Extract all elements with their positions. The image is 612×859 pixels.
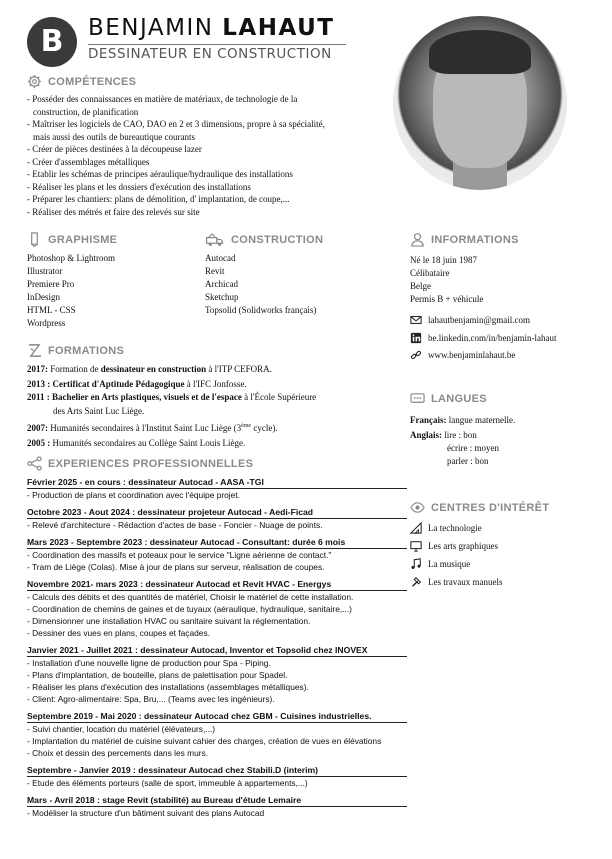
job-detail: - Calculs des débits et des quantités de matériel, Choisir le matériel de cette installation. <box>27 592 354 602</box>
list-item: Revit <box>205 266 225 276</box>
list-item: HTML - CSS <box>27 305 76 315</box>
construction-title <box>205 232 323 247</box>
formation-item: 2007: Humanités secondaires à l'Institut Saint Luc Liège (3ème cycle). <box>27 423 278 433</box>
formation-item: 2005 : Humanités secondaires au Collège Saint Louis Liège. <box>27 438 246 448</box>
job-detail: - Relevé d'architecture - Rédaction d'actes de base - Foncier - Nuage de points. <box>27 520 323 530</box>
formation-item: des Arts Saint Luc Liège. <box>53 406 145 416</box>
job-heading: Mars - Avril 2018 : stage Revit (stabilité) au Bureau d'étude Lemaire <box>27 795 302 805</box>
informations-label: INFORMATIONS <box>431 233 519 246</box>
interets-label: CENTRES D'INTÉRÊT <box>431 501 550 514</box>
graphisme-title <box>27 232 117 247</box>
job-detail: - Tram de Liège (Colas). Mise à jour de plans sur serveur, réalisation de coupes. <box>27 562 325 572</box>
speech-bubble-icon <box>410 391 425 406</box>
job-entry <box>27 578 407 639</box>
job-detail: - Choix et dessin des percements dans les murs. <box>27 748 209 758</box>
interets-title <box>410 500 549 515</box>
truck-icon <box>205 232 225 247</box>
language-anglais: Anglais: lire : bon <box>410 430 477 440</box>
language-level: parler : bon <box>447 456 489 466</box>
job-heading: Novembre 2021- mars 2023 : dessinateur Autocad et Revit HVAC - Energys <box>27 579 332 589</box>
job-detail: - Réaliser les plans d'exécution des installations (assemblages métalliques). <box>27 682 309 692</box>
list-item: - Réaliser les plans et les dossiers d'exécution des installations <box>27 181 251 192</box>
job-detail: - Etude des éléments porteurs (salle de sport, immeuble à appartements,...) <box>27 778 308 788</box>
logo <box>27 17 77 67</box>
job-entry <box>27 644 407 705</box>
interest-item: La technologie <box>410 519 502 537</box>
info-item: Célibataire <box>410 268 450 278</box>
monitor-icon <box>410 540 422 552</box>
formation-item: 2011 : Bachelier en Arts plastiques, visuels et de l'espace à l'École Supérieure <box>27 392 317 402</box>
job-entry <box>27 536 407 573</box>
langues-list <box>410 412 515 468</box>
job-heading: Février 2025 - en cours : dessinateur Autocad - AASA -TGI <box>27 477 264 487</box>
formations-title <box>27 343 124 358</box>
profile-photo <box>393 16 567 190</box>
competences-label: COMPÉTENCES <box>48 75 137 88</box>
competences-list <box>27 93 325 218</box>
hammer-icon <box>410 576 422 588</box>
job-entry <box>27 710 407 759</box>
interest-item: La musique <box>410 555 502 573</box>
experiences-list <box>27 476 407 819</box>
logo-letter: B <box>40 24 64 59</box>
info-item: Né le 18 juin 1987 <box>410 255 477 265</box>
informations-title <box>410 232 519 247</box>
info-item: Belge <box>410 281 431 291</box>
email-link[interactable] <box>410 314 530 326</box>
interest-item: Les arts graphiques <box>410 537 502 555</box>
music-note-icon <box>410 558 422 570</box>
linkedin-icon <box>410 332 422 344</box>
diploma-icon <box>27 343 42 358</box>
interets-list <box>410 519 502 591</box>
job-detail: - Coordination des massifs et poteaux pour le service "Ligne aérienne de contact." <box>27 550 332 560</box>
job-detail: - Implantation du matériel de cuisine suivant cahier des charges, création de vues en élévations <box>27 736 382 746</box>
job-entry <box>27 506 407 531</box>
info-item: Permis B + véhicule <box>410 294 484 304</box>
job-heading: Septembre - Janvier 2019 : dessinateur Autocad chez Stabili.D (interim) <box>27 765 318 775</box>
informations-list <box>410 254 483 306</box>
job-detail: - Modéliser la structure d'un bâtiment suivant des plans Autocad <box>27 808 265 818</box>
last-name: LAHAUT <box>222 15 335 41</box>
formation-item: 2017: Formation de dessinateur en construction à l'ITP CEFORA. <box>27 364 272 374</box>
list-item: Illustrator <box>27 266 63 276</box>
list-item: Photoshop & Lightroom <box>27 253 116 263</box>
job-heading: Septembre 2019 - Mai 2020 : dessinateur Autocad chez GBM - Cuisines industrielles. <box>27 711 372 721</box>
eye-icon <box>410 500 425 515</box>
job-heading: Octobre 2023 - Aout 2024 : dessinateur projeteur Autocad - Aedi-Ficad <box>27 507 314 517</box>
job-detail: - Production de plans et coordination avec l'équipe projet. <box>27 490 240 500</box>
gear-icon <box>27 74 42 89</box>
person-name <box>88 15 334 41</box>
link-icon <box>410 349 422 361</box>
language-francais: Français: langue maternelle. <box>410 415 516 425</box>
formation-item: 2013 : Certificat d'Aptitude Pédagogique à l'IFC Jonfosse. <box>27 378 247 389</box>
list-item: InDesign <box>27 292 60 302</box>
list-item: - Créer d'assemblages métalliques <box>27 156 150 167</box>
experiences-title <box>27 456 253 471</box>
job-detail: - Installation d'une nouvelle ligne de production pour Spa - Piping. <box>27 658 271 668</box>
pencil-icon <box>27 232 42 247</box>
list-item: Premiere Pro <box>27 279 75 289</box>
langues-title <box>410 391 487 406</box>
website-text: www.benjaminlahaut.be <box>428 350 516 360</box>
share-icon <box>27 456 42 471</box>
job-detail: - Dessiner des vues en plans, coupes et façades. <box>27 628 210 638</box>
graphisme-label: GRAPHISME <box>48 233 118 246</box>
job-detail: - Plans d'implantation, de bouteille, plans de palettisation pour Spadel. <box>27 670 288 680</box>
list-item: - Réaliser des métrés et faire des relevés sur site <box>27 206 200 217</box>
language-level: écrire : moyen <box>447 443 499 453</box>
construction-list <box>205 252 316 317</box>
list-item: - Posséder des connaissances en matière de matériaux, de technologie de la <box>27 94 298 104</box>
list-item: mais aussi des outils de bureautique courants <box>33 131 195 142</box>
first-name: BENJAMIN <box>88 15 214 41</box>
list-item: - Etablir les schémas de principes aéraulique/hydraulique des installations <box>27 169 293 179</box>
list-item: Topsolid (Solidworks français) <box>205 305 317 315</box>
list-item: Archicad <box>205 279 238 289</box>
job-heading: Janvier 2021 - Juillet 2021 : dessinateur Autocad, Inventor et Topsolid chez INOVEX <box>27 645 368 655</box>
list-item: construction, de planification <box>33 106 139 117</box>
job-detail: - Coordination de chemins de gaines et de tuyaux (aéraulique, hydraulique, sanitaire,...) <box>27 604 352 614</box>
competences-title <box>27 74 136 89</box>
linkedin-link[interactable] <box>410 332 556 344</box>
list-item: Wordpress <box>27 318 66 328</box>
construction-label: CONSTRUCTION <box>231 233 324 246</box>
job-detail: - Client: Agro-alimentaire: Spa, Bru,... (Teams avec les ingénieurs). <box>27 694 275 704</box>
set-square-icon <box>410 522 422 534</box>
job-entry <box>27 476 407 501</box>
linkedin-text: be.linkedin.com/in/benjamin-lahaut <box>428 333 557 343</box>
interest-item: Les travaux manuels <box>410 573 502 591</box>
list-item: Autocad <box>205 253 236 263</box>
graphisme-list <box>27 252 115 330</box>
job-detail: - Suivi chantier, location du matériel (élévateurs,...) <box>27 724 216 734</box>
job-entry <box>27 794 407 819</box>
user-icon <box>410 232 425 247</box>
email-text: lahautbenjamin@gmail.com <box>428 315 531 325</box>
list-item: - Créer de pièces destinées à la découpeuse lazer <box>27 144 202 154</box>
list-item: Sketchup <box>205 292 239 302</box>
job-detail: - Dimensionner une installation HVAC ou sanitaire suivant la réglementation. <box>27 616 311 626</box>
job-title: DESSINATEUR EN CONSTRUCTION <box>88 44 346 62</box>
experiences-label: EXPERIENCES PROFESSIONNELLES <box>48 457 254 470</box>
formations-label: FORMATIONS <box>48 344 125 357</box>
website-link[interactable] <box>410 349 515 361</box>
list-item: - Maîtriser les logiciels de CAO, DAO en 2 et 3 dimensions, propre à sa spécialité, <box>27 119 325 129</box>
job-entry <box>27 764 407 789</box>
list-item: - Préparer les chantiers: plans de démolition, d' implantation, de coupe,... <box>27 194 290 204</box>
envelope-icon <box>410 314 422 326</box>
langues-label: LANGUES <box>431 392 487 405</box>
formations-list <box>27 362 316 451</box>
job-heading: Mars 2023 - Septembre 2023 : dessinateur Autocad - Consultant: durée 6 mois <box>27 537 346 547</box>
